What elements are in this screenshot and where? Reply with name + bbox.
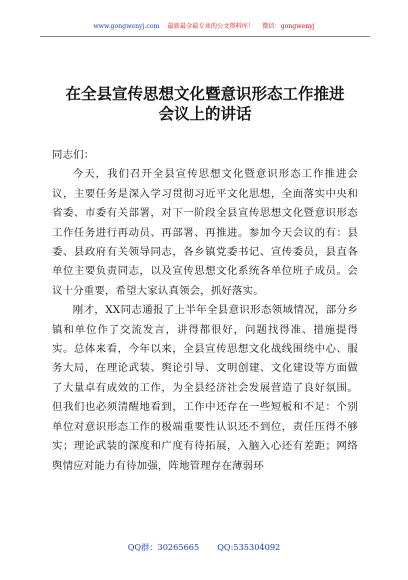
footer-qq: QQ:535304092 (217, 542, 281, 552)
page-footer (0, 542, 408, 553)
header-site-link[interactable]: www.gongwenyj.com (93, 23, 160, 30)
paragraph-1: 今天，我们召开全县宣传思想文化暨意识形态工作推进会议，主要任务是深入学习贯彻习近平文化思想，全面落实中央和省委、市委有关部署，对下一阶段全县宣传思想文化暨意识形态工作任务进行再动员、再部署、再推进。参加今天会议的有：县委、县政府有关领导同志，各乡镇党委书记、宣传委员，县直各单位主要负责同志，以及宣传思想文化系统各单位班子成员。会议十分重要，希望大家认真领会，抓好落实。 (52, 168, 358, 297)
salutation: 同志们： (52, 149, 95, 161)
header-wechat-label: 微信： (262, 23, 281, 30)
page-header (0, 22, 408, 31)
footer-qq-group: QQ群：30265665 (127, 542, 200, 552)
header-wechat-id: gongwenyj (280, 23, 315, 30)
title-line-1: 在全县宣传思想文化暨意识形态工作推进 (65, 85, 345, 103)
header-slogan: 最新最全最专业的公文资料库！ (167, 23, 255, 30)
document-title (40, 84, 370, 124)
document-body (52, 146, 358, 476)
header-divider (40, 36, 370, 37)
title-line-2: 会议上的讲话 (158, 105, 252, 123)
paragraph-2: 刚才，XX同志通报了上半年全县意识形态领域情况，部分乡镇和单位作了交流发言，讲得都很好，问题找得准、措施提得实。总体来看，今年以来，全县宣传思想文化战线围绕中心、服务大局，在理论武装、舆论引导、文明创建、文化建设等方面做了大量卓有成效的工作，为全县经济社会发展营造了良好氛围。但我们也必须清醒地看到，工作中还存在一些短板和不足：个别单位对意识形态工作的极端重要性认识还不到位，责任压得不够实；理论武装的深度和广度有待拓展，入脑入心还有差距；网络舆情应对能力有待加强，阵地管理存在薄弱环 (52, 304, 358, 472)
